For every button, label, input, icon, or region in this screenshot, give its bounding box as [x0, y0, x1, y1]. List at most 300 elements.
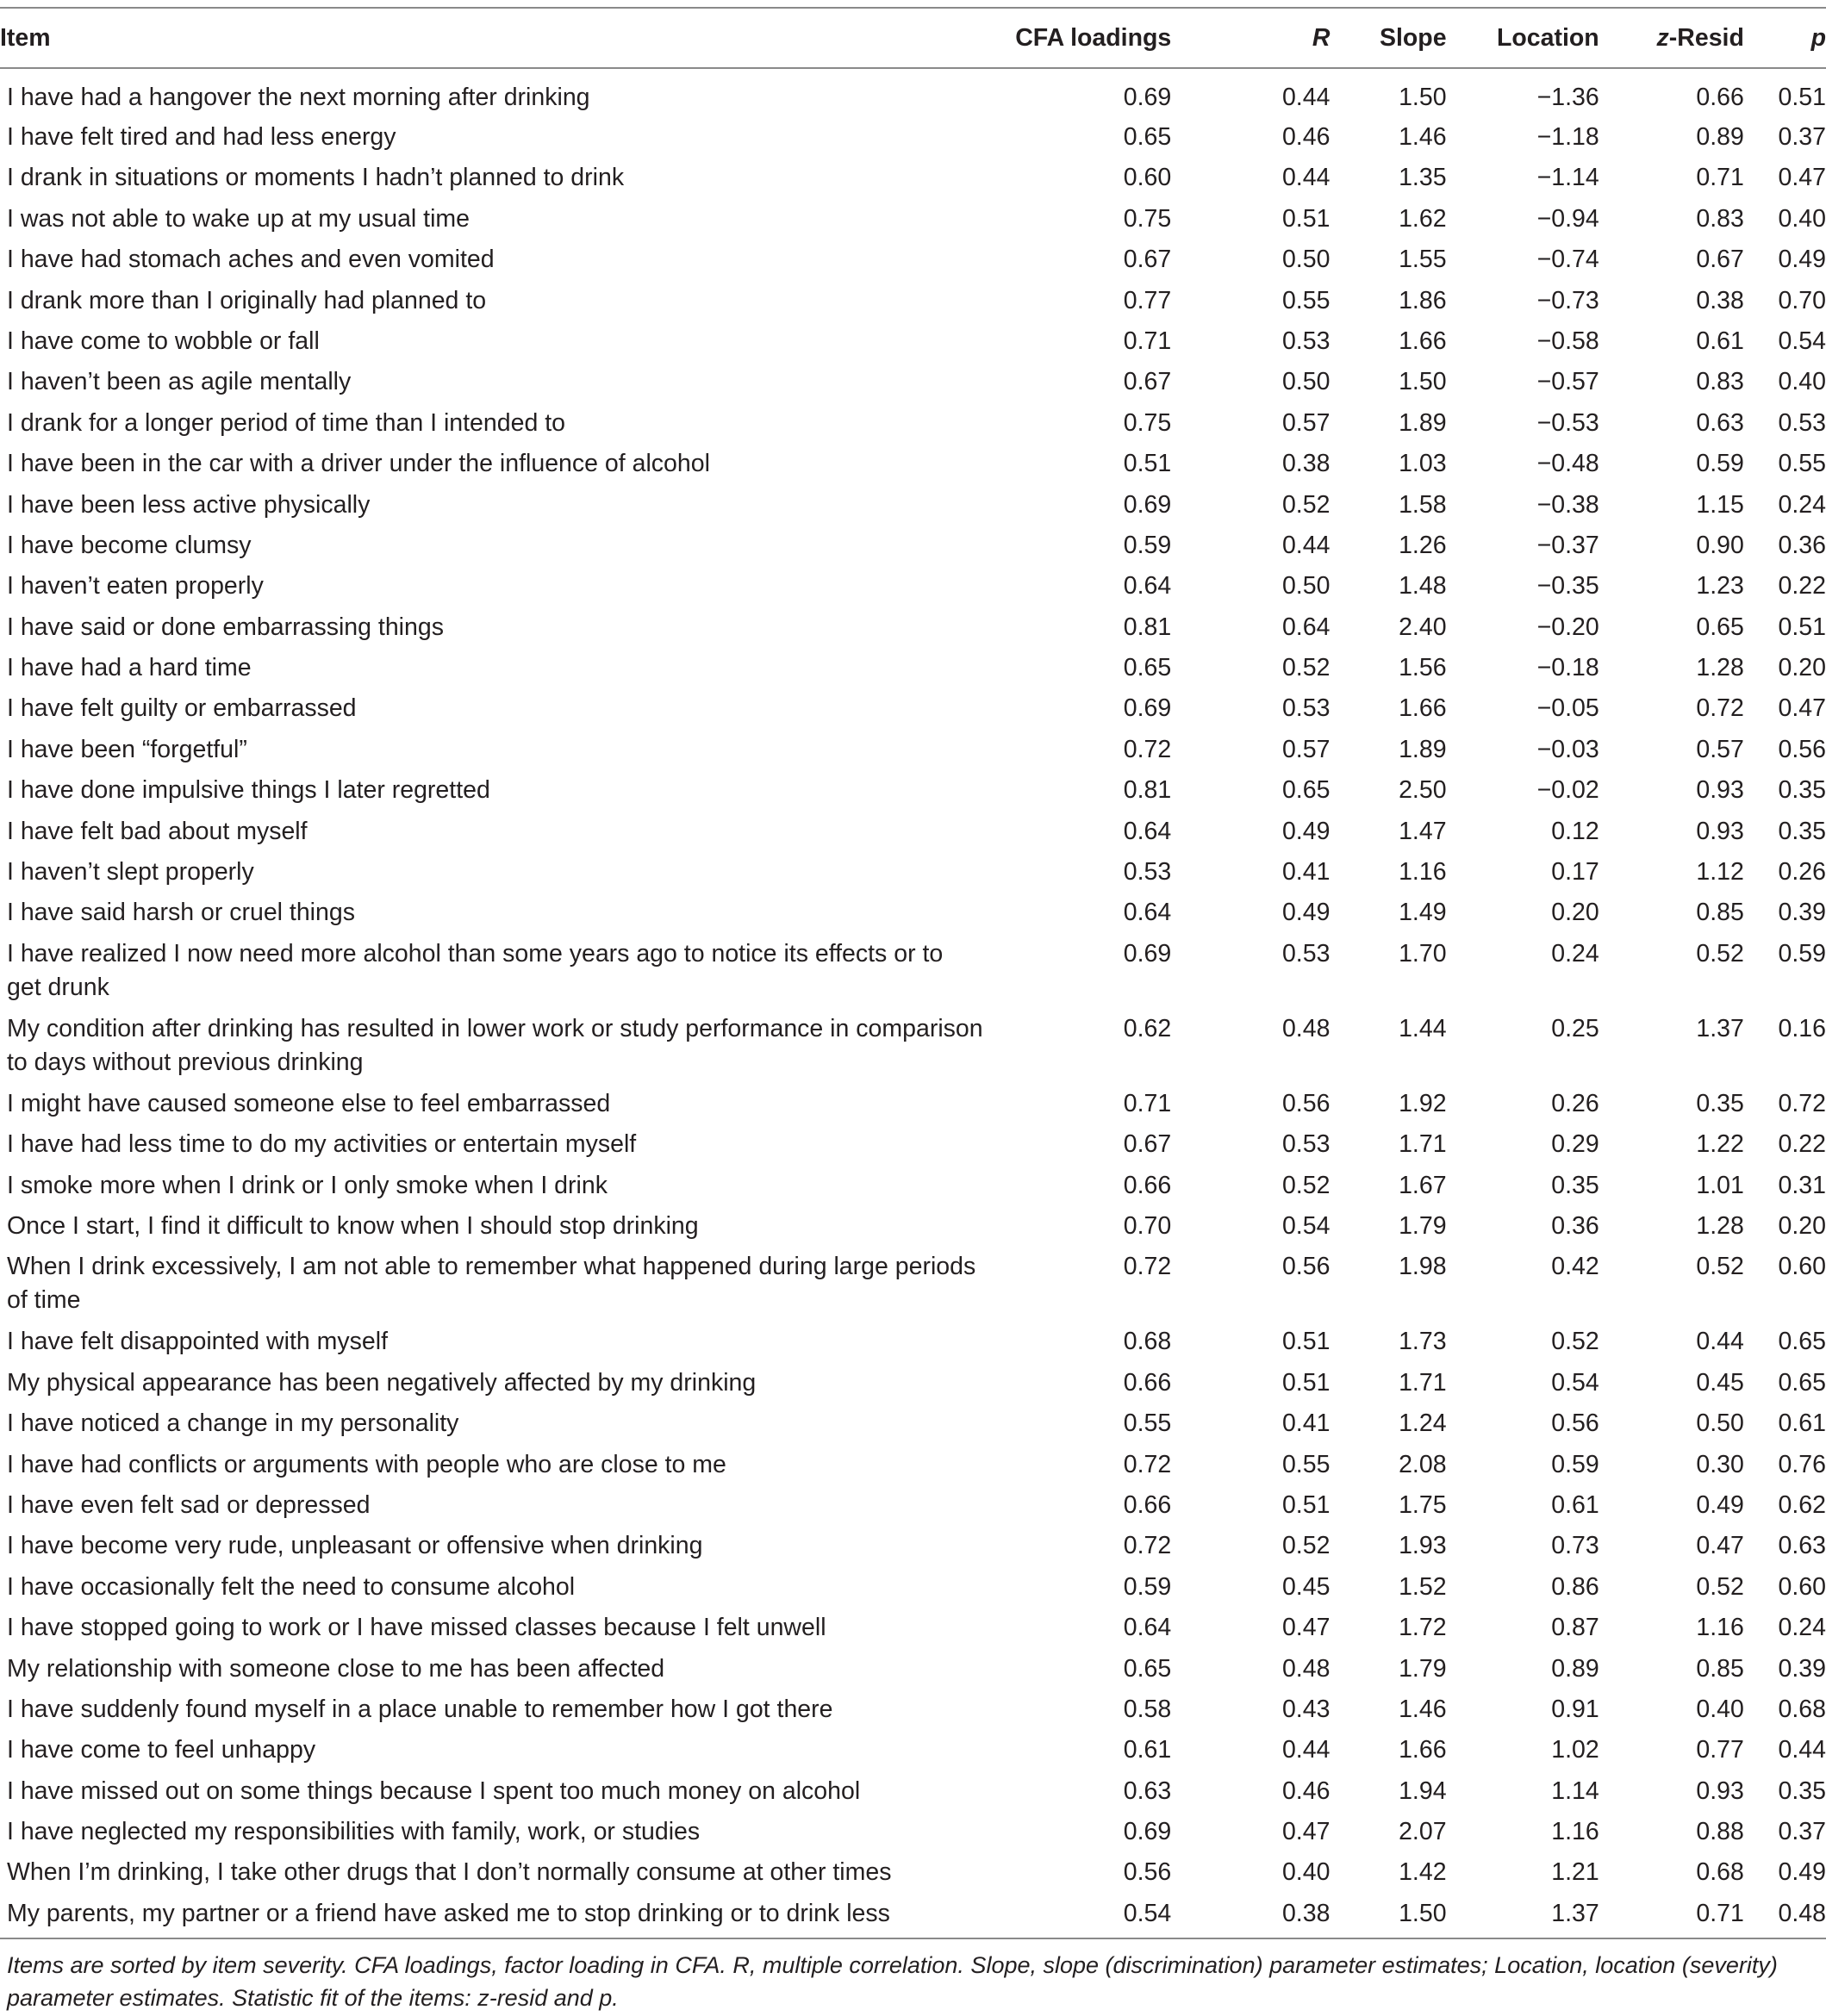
row-cfa-loading: 0.72: [1123, 1253, 1172, 1281]
row-r: 0.50: [1281, 572, 1331, 600]
row-slope: 2.40: [1399, 613, 1447, 641]
row-p: 0.22: [1778, 572, 1826, 600]
row-item-label: I have done impulsive things I later regretted: [7, 776, 490, 805]
row-item-label: I have become clumsy: [7, 531, 252, 559]
row-slope: 1.89: [1399, 408, 1447, 437]
table-row: [0, 1812, 1826, 1852]
row-p: 0.51: [1778, 84, 1826, 111]
row-slope: 1.42: [1399, 1858, 1447, 1887]
row-location: −0.57: [1536, 368, 1599, 396]
row-p: 0.37: [1778, 1818, 1826, 1846]
row-location: −0.35: [1536, 572, 1599, 600]
table-row: [0, 812, 1826, 852]
row-slope: 1.48: [1399, 572, 1447, 600]
row-cfa-loading: 0.72: [1123, 735, 1172, 763]
row-p: 0.37: [1778, 123, 1826, 151]
row-r: 0.49: [1281, 899, 1331, 927]
row-item-label: I have had stomach aches and even vomited: [7, 246, 495, 274]
row-cfa-loading: 0.65: [1123, 654, 1172, 682]
row-location: 0.61: [1551, 1490, 1599, 1519]
row-cfa-loading: 0.69: [1123, 84, 1172, 111]
table-row: [0, 1322, 1826, 1362]
row-z-resid: 1.37: [1696, 1014, 1744, 1042]
row-slope: 1.66: [1399, 327, 1447, 355]
row-slope: 1.73: [1399, 1328, 1447, 1356]
row-p: 0.53: [1778, 408, 1826, 437]
row-r: 0.51: [1281, 1328, 1331, 1356]
row-r: 0.50: [1281, 368, 1331, 396]
row-location: −0.37: [1536, 531, 1599, 559]
row-r: 0.51: [1281, 1490, 1331, 1519]
row-location: −0.94: [1536, 204, 1599, 233]
table-row: [0, 485, 1826, 526]
row-item-label: I have felt guilty or embarrassed: [7, 694, 357, 723]
row-p: 0.40: [1778, 204, 1826, 233]
row-r: 0.51: [1281, 204, 1331, 233]
row-r: 0.43: [1281, 1695, 1331, 1723]
row-slope: 1.58: [1399, 490, 1447, 519]
row-slope: 1.75: [1399, 1490, 1447, 1519]
row-slope: 1.24: [1399, 1409, 1447, 1438]
row-item-label: I might have caused someone else to feel embarrassed: [7, 1089, 611, 1117]
row-r: 0.47: [1281, 1614, 1331, 1642]
row-item-label: My physical appearance has been negatively affected by my drinking: [7, 1368, 757, 1397]
table-row: [0, 852, 1826, 893]
row-p: 0.48: [1744, 1894, 1826, 1938]
row-z-resid: 0.89: [1696, 123, 1744, 151]
row-slope: 1.72: [1399, 1614, 1447, 1642]
row-r: 0.40: [1281, 1858, 1331, 1887]
row-location: 0.20: [1551, 899, 1599, 927]
row-item-label: Once I start, I find it difficult to know when I should stop drinking: [7, 1211, 699, 1240]
row-item-label: My parents, my partner or a friend have asked me to stop drinking or to drink less: [0, 1894, 983, 1938]
row-z-resid: 0.44: [1696, 1328, 1744, 1356]
row-z-resid: 0.49: [1696, 1490, 1744, 1519]
row-z-resid: 0.93: [1696, 1776, 1744, 1805]
row-item-label: I have had a hard time: [7, 654, 252, 682]
table-row: [0, 1730, 1826, 1770]
row-r: 0.54: [1281, 1211, 1331, 1240]
row-p: 0.26: [1778, 858, 1826, 887]
row-cfa-loading: 0.64: [1123, 817, 1172, 845]
table-row: [0, 403, 1826, 444]
row-z-resid: 1.12: [1696, 858, 1744, 887]
row-z-resid: 0.85: [1696, 899, 1744, 927]
row-item-label: I have noticed a change in my personality: [7, 1409, 459, 1438]
row-r: 0.48: [1281, 1654, 1331, 1683]
row-z-resid: 0.77: [1696, 1736, 1744, 1764]
row-item-label: I drank more than I originally had planned to: [7, 286, 487, 314]
row-z-resid: 0.61: [1696, 327, 1744, 355]
row-p: 0.72: [1778, 1089, 1826, 1117]
row-location: 0.59: [1551, 1450, 1599, 1478]
row-slope: 1.47: [1399, 817, 1447, 845]
table-row: [0, 1894, 1826, 1938]
row-cfa-loading: 0.81: [1123, 613, 1172, 641]
row-slope: 1.50: [1330, 1894, 1446, 1938]
row-r: 0.53: [1281, 1130, 1331, 1159]
table-row: [0, 1009, 1826, 1084]
row-r: 0.55: [1281, 1450, 1331, 1478]
row-location: 0.52: [1551, 1328, 1599, 1356]
row-location: 1.16: [1551, 1818, 1599, 1846]
row-z-resid: 0.47: [1696, 1532, 1744, 1560]
row-p: 0.22: [1778, 1130, 1826, 1159]
row-p: 0.63: [1778, 1532, 1826, 1560]
row-p: 0.62: [1778, 1490, 1826, 1519]
row-p: 0.40: [1778, 368, 1826, 396]
row-r: 0.47: [1281, 1818, 1331, 1846]
table-row: [0, 648, 1826, 688]
row-slope: 1.55: [1399, 246, 1447, 274]
row-r: 0.51: [1281, 1368, 1331, 1397]
row-location: 0.42: [1551, 1253, 1599, 1281]
row-item-label: When I drink excessively, I am not able to remember what happened during large periods of time: [7, 1253, 976, 1315]
row-location: 0.35: [1551, 1171, 1599, 1199]
row-z-resid: 0.85: [1696, 1654, 1744, 1683]
row-slope: 1.93: [1399, 1532, 1447, 1560]
row-slope: 1.70: [1399, 939, 1447, 968]
row-r: 0.41: [1281, 858, 1331, 887]
table-header: [0, 8, 1826, 68]
row-p: 0.65: [1778, 1328, 1826, 1356]
row-location: 1.37: [1447, 1894, 1599, 1938]
row-p: 0.56: [1778, 735, 1826, 763]
row-location: 0.12: [1551, 817, 1599, 845]
row-location: −0.18: [1536, 654, 1599, 682]
row-cfa-loading: 0.53: [1123, 858, 1172, 887]
row-r: 0.52: [1281, 1532, 1331, 1560]
row-item-label: I drank in situations or moments I hadn’t planned to drink: [7, 164, 625, 192]
row-item-label: I have missed out on some things because I spent too much money on alcohol: [7, 1776, 861, 1805]
table-row: [0, 444, 1826, 484]
row-cfa-loading: 0.65: [1123, 123, 1172, 151]
row-location: −0.74: [1536, 246, 1599, 274]
row-z-resid: 0.71: [1599, 1894, 1744, 1938]
row-p: 0.16: [1778, 1014, 1826, 1042]
row-item-label: My relationship with someone close to me has been affected: [7, 1654, 665, 1683]
row-cfa-loading: 0.72: [1123, 1450, 1172, 1478]
row-z-resid: 0.66: [1696, 84, 1744, 111]
row-z-resid: 0.65: [1696, 613, 1744, 641]
row-cfa-loading: 0.59: [1123, 1572, 1172, 1601]
row-cfa-loading: 0.55: [1123, 1409, 1172, 1438]
row-cfa-loading: 0.69: [1123, 1818, 1172, 1846]
row-z-resid: 0.52: [1696, 939, 1744, 968]
row-item-label: I have felt disappointed with myself: [7, 1328, 388, 1356]
table-row: [0, 240, 1826, 280]
row-z-resid: 0.67: [1696, 246, 1744, 274]
row-p: 0.39: [1778, 1654, 1826, 1683]
table-row: [0, 566, 1826, 607]
table-row: [0, 1166, 1826, 1206]
row-slope: 1.86: [1399, 286, 1447, 314]
row-item-label: When I’m drinking, I take other drugs that I don’t normally consume at other times: [7, 1858, 892, 1887]
row-cfa-loading: 0.71: [1123, 1089, 1172, 1117]
row-item-label: I have had less time to do my activities or entertain myself: [7, 1130, 637, 1159]
row-z-resid: 0.38: [1696, 286, 1744, 314]
row-cfa-loading: 0.64: [1123, 899, 1172, 927]
row-cfa-loading: 0.63: [1123, 1776, 1172, 1805]
row-location: 0.91: [1551, 1695, 1599, 1723]
row-location: −0.20: [1536, 613, 1599, 641]
header-slope: Slope: [1330, 8, 1446, 68]
row-cfa-loading: 0.69: [1123, 939, 1172, 968]
table-row: [0, 1403, 1826, 1444]
row-location: 0.56: [1551, 1409, 1599, 1438]
row-slope: 1.16: [1399, 858, 1447, 887]
row-item-label: I was not able to wake up at my usual time: [7, 204, 471, 233]
row-slope: 1.89: [1399, 735, 1447, 763]
row-r: 0.46: [1281, 123, 1331, 151]
row-p: 0.31: [1778, 1171, 1826, 1199]
row-z-resid: 0.93: [1696, 776, 1744, 805]
header-r: R: [1171, 8, 1330, 68]
row-cfa-loading: 0.67: [1123, 246, 1172, 274]
row-cfa-loading: 0.67: [1123, 1130, 1172, 1159]
row-z-resid: 0.59: [1696, 450, 1744, 478]
row-slope: 1.92: [1399, 1089, 1447, 1117]
row-slope: 1.46: [1399, 123, 1447, 151]
row-z-resid: 1.16: [1696, 1614, 1744, 1642]
header-z-resid-prefix: z: [1656, 23, 1669, 52]
row-z-resid: 0.40: [1696, 1695, 1744, 1723]
row-p: 0.24: [1778, 1614, 1826, 1642]
row-cfa-loading: 0.64: [1123, 572, 1172, 600]
row-slope: 1.52: [1399, 1572, 1447, 1601]
row-cfa-loading: 0.64: [1123, 1614, 1172, 1642]
row-slope: 1.50: [1399, 368, 1447, 396]
table-row: [0, 770, 1826, 811]
row-location: 0.36: [1551, 1211, 1599, 1240]
row-z-resid: 1.23: [1696, 572, 1744, 600]
row-p: 0.60: [1778, 1572, 1826, 1601]
row-r: 0.49: [1281, 817, 1331, 845]
table-row: [0, 321, 1826, 362]
row-cfa-loading: 0.66: [1123, 1490, 1172, 1519]
item-parameters-table: [0, 7, 1826, 1939]
row-location: −0.73: [1536, 286, 1599, 314]
row-p: 0.51: [1778, 613, 1826, 641]
row-p: 0.20: [1778, 654, 1826, 682]
table-row: [0, 1206, 1826, 1247]
row-cfa-loading: 0.69: [1123, 694, 1172, 723]
row-z-resid: 0.63: [1696, 408, 1744, 437]
table-row: [0, 1649, 1826, 1689]
table-row: [0, 68, 1826, 117]
row-r: 0.64: [1281, 613, 1331, 641]
row-location: 0.17: [1551, 858, 1599, 887]
row-r: 0.52: [1281, 654, 1331, 682]
row-slope: 1.66: [1399, 1736, 1447, 1764]
table-row: [0, 1526, 1826, 1566]
table-row: [0, 1445, 1826, 1485]
row-r: 0.38: [1281, 450, 1331, 478]
row-item-label: I have even felt sad or depressed: [7, 1490, 371, 1519]
row-z-resid: 0.57: [1696, 735, 1744, 763]
row-item-label: I have stopped going to work or I have missed classes because I felt unwell: [7, 1614, 826, 1642]
row-slope: 1.26: [1399, 531, 1447, 559]
table-row: [0, 1363, 1826, 1403]
row-cfa-loading: 0.75: [1123, 204, 1172, 233]
row-cfa-loading: 0.56: [1123, 1858, 1172, 1887]
row-slope: 1.62: [1399, 204, 1447, 233]
row-z-resid: 0.83: [1696, 204, 1744, 233]
row-cfa-loading: 0.60: [1123, 164, 1172, 192]
row-r: 0.44: [1281, 531, 1331, 559]
row-cfa-loading: 0.66: [1123, 1171, 1172, 1199]
row-r: 0.38: [1171, 1894, 1330, 1938]
row-cfa-loading: 0.81: [1123, 776, 1172, 805]
row-r: 0.44: [1281, 1736, 1331, 1764]
row-location: 0.29: [1551, 1130, 1599, 1159]
row-slope: 1.03: [1399, 450, 1447, 478]
row-cfa-loading: 0.66: [1123, 1368, 1172, 1397]
row-location: 1.14: [1551, 1776, 1599, 1805]
row-z-resid: 0.88: [1696, 1818, 1744, 1846]
table-footnote: Items are sorted by item severity. CFA loadings, factor loading in CFA. R, multiple correlation. Slope, slope (discrimination) parameter estimates; Location, location (severity) parameter estimates. Statistic fit of the items: z-resid and p.: [7, 1952, 1778, 2011]
row-cfa-loading: 0.75: [1123, 408, 1172, 437]
row-location: −0.05: [1536, 694, 1599, 723]
row-item-label: I drank for a longer period of time than I intended to: [7, 408, 565, 437]
row-slope: 1.50: [1399, 84, 1447, 111]
row-location: 1.21: [1551, 1858, 1599, 1887]
table-row: [0, 1852, 1826, 1893]
row-p: 0.39: [1778, 899, 1826, 927]
row-slope: 1.67: [1399, 1171, 1447, 1199]
row-z-resid: 1.28: [1696, 1211, 1744, 1240]
row-r: 0.56: [1281, 1089, 1331, 1117]
row-r: 0.52: [1281, 490, 1331, 519]
row-r: 0.57: [1281, 408, 1331, 437]
row-item-label: I haven’t slept properly: [7, 858, 254, 887]
row-slope: 1.71: [1399, 1368, 1447, 1397]
row-item-label: I have come to feel unhappy: [7, 1736, 316, 1764]
row-p: 0.65: [1778, 1368, 1826, 1397]
row-z-resid: 1.15: [1696, 490, 1744, 519]
row-item-label: I have occasionally felt the need to consume alcohol: [7, 1572, 576, 1601]
row-z-resid: 1.28: [1696, 654, 1744, 682]
header-location: Location: [1447, 8, 1599, 68]
row-r: 0.65: [1281, 776, 1331, 805]
row-r: 0.48: [1281, 1014, 1331, 1042]
row-r: 0.53: [1281, 327, 1331, 355]
row-item-label: I haven’t been as agile mentally: [7, 368, 352, 396]
row-r: 0.45: [1281, 1572, 1331, 1601]
row-slope: 1.35: [1399, 164, 1447, 192]
row-r: 0.53: [1281, 939, 1331, 968]
table-row: [0, 158, 1826, 198]
row-cfa-loading: 0.65: [1123, 1654, 1172, 1683]
row-slope: 1.79: [1399, 1654, 1447, 1683]
row-item-label: I have said or done embarrassing things: [7, 613, 444, 641]
table-row: [0, 526, 1826, 566]
row-location: 0.24: [1551, 939, 1599, 968]
row-cfa-loading: 0.77: [1123, 286, 1172, 314]
row-z-resid: 0.35: [1696, 1089, 1744, 1117]
row-cfa-loading: 0.67: [1123, 368, 1172, 396]
row-r: 0.41: [1281, 1409, 1331, 1438]
row-p: 0.70: [1778, 286, 1826, 314]
row-location: −1.18: [1536, 123, 1599, 151]
table-row: [0, 730, 1826, 770]
table-row: [0, 362, 1826, 402]
header-p: p: [1744, 8, 1826, 68]
row-slope: 1.46: [1399, 1695, 1447, 1723]
row-z-resid: 0.93: [1696, 817, 1744, 845]
row-z-resid: 1.22: [1696, 1130, 1744, 1159]
row-cfa-loading: 0.54: [983, 1894, 1171, 1938]
header-cfa-loadings: CFA loadings: [983, 8, 1171, 68]
row-item-label: My condition after drinking has resulted in lower work or study performance in comparison to days without previous drinking: [7, 1014, 983, 1076]
row-item-label: I have been “forgetful”: [7, 735, 247, 763]
row-location: 1.02: [1551, 1736, 1599, 1764]
row-z-resid: 0.45: [1696, 1368, 1744, 1397]
row-p: 0.68: [1778, 1695, 1826, 1723]
table-row: [0, 1608, 1826, 1648]
row-slope: 1.44: [1399, 1014, 1447, 1042]
table-row: [0, 934, 1826, 1009]
header-z-resid: [1599, 8, 1744, 68]
row-cfa-loading: 0.70: [1123, 1211, 1172, 1240]
row-z-resid: 1.01: [1696, 1171, 1744, 1199]
row-location: −0.48: [1536, 450, 1599, 478]
table-row: [0, 893, 1826, 933]
row-location: 0.25: [1551, 1014, 1599, 1042]
row-location: 0.73: [1551, 1532, 1599, 1560]
row-location: −1.14: [1536, 164, 1599, 192]
row-slope: 1.66: [1399, 694, 1447, 723]
table-row: [0, 281, 1826, 321]
row-p: 0.44: [1778, 1736, 1826, 1764]
table-row: [0, 1247, 1826, 1322]
row-p: 0.55: [1778, 450, 1826, 478]
row-p: 0.59: [1778, 939, 1826, 968]
table-body: [0, 68, 1826, 1938]
header-item: Item: [0, 8, 983, 68]
row-item-label: I have been less active physically: [7, 490, 371, 519]
header-z-resid-suffix: -Resid: [1668, 23, 1744, 52]
row-r: 0.50: [1281, 246, 1331, 274]
row-r: 0.56: [1281, 1253, 1331, 1281]
row-p: 0.35: [1778, 776, 1826, 805]
row-item-label: I have become very rude, unpleasant or offensive when drinking: [7, 1532, 703, 1560]
row-slope: 1.94: [1399, 1776, 1447, 1805]
row-z-resid: 0.68: [1696, 1858, 1744, 1887]
row-cfa-loading: 0.72: [1123, 1532, 1172, 1560]
row-r: 0.57: [1281, 735, 1331, 763]
row-cfa-loading: 0.58: [1123, 1695, 1172, 1723]
row-item-label: I have suddenly found myself in a place unable to remember how I got there: [7, 1695, 833, 1723]
row-p: 0.20: [1778, 1211, 1826, 1240]
table-row: [0, 1771, 1826, 1812]
row-item-label: I have neglected my responsibilities with family, work, or studies: [7, 1818, 701, 1846]
row-item-label: I have felt tired and had less energy: [7, 123, 396, 151]
table-row: [0, 1485, 1826, 1526]
row-item-label: I have had conflicts or arguments with people who are close to me: [7, 1450, 726, 1478]
row-p: 0.49: [1778, 246, 1826, 274]
row-cfa-loading: 0.71: [1123, 327, 1172, 355]
table-row: [0, 1689, 1826, 1730]
table-row: [0, 1084, 1826, 1124]
row-item-label: I have realized I now need more alcohol than some years ago to notice its effects or to get drunk: [7, 939, 944, 1001]
row-item-label: I have felt bad about myself: [7, 817, 308, 845]
row-location: 0.54: [1551, 1368, 1599, 1397]
row-p: 0.47: [1778, 164, 1826, 192]
row-p: 0.36: [1778, 531, 1826, 559]
row-z-resid: 0.30: [1696, 1450, 1744, 1478]
row-z-resid: 0.83: [1696, 368, 1744, 396]
